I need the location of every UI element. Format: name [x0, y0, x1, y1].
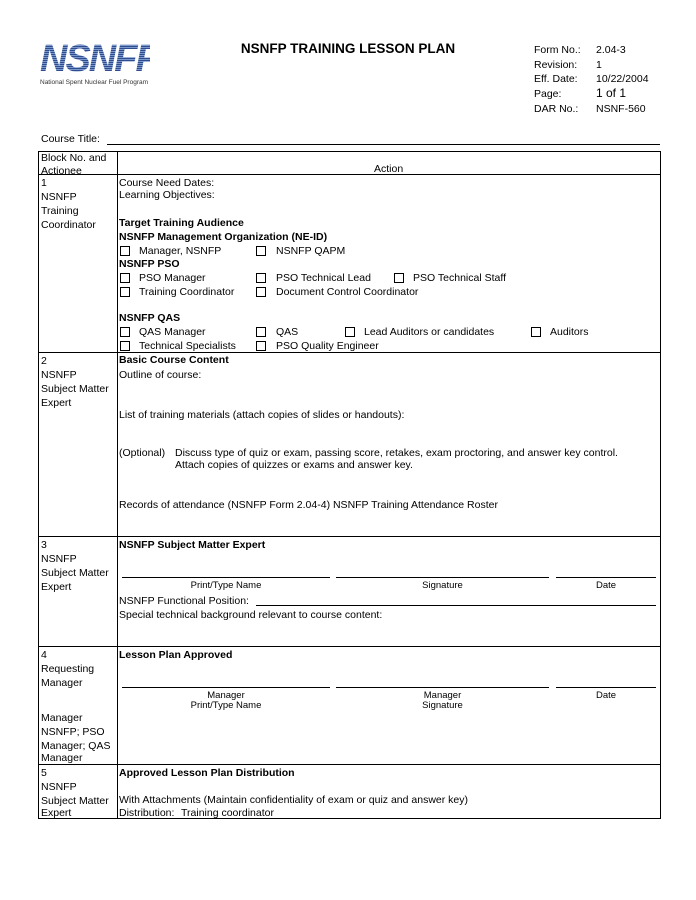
sme-name-line[interactable] — [122, 577, 330, 578]
records-of-attendance: Records of attendance (NSNFP Form 2.04-4) NSNFP Training Attendance Roster — [119, 499, 498, 511]
checkbox-lead-auditors[interactable] — [345, 327, 355, 337]
technical-background: Special technical background relevant to course content: — [119, 609, 383, 621]
optional-line-1: Discuss type of quiz or exam, passing score, retakes, exam proctoring, and answer key control. — [175, 447, 618, 459]
label-doc-control: Document Control Coordinator — [276, 286, 419, 298]
eff-date-value: 10/22/2004 — [596, 73, 649, 85]
block3-number: 3 — [41, 539, 47, 551]
optional-line-2: Attach copies of quizzes or exams and answer key. — [175, 459, 413, 471]
block2-actionee-3: Expert — [41, 397, 72, 409]
logo-subtitle: National Spent Nuclear Fuel Program — [40, 79, 149, 86]
block1-number: 1 — [41, 177, 47, 189]
manager-date-caption: Date — [595, 690, 617, 701]
target-audience-heading: Target Training Audience — [119, 217, 244, 229]
sme-signature-caption: Signature — [422, 580, 463, 591]
label-qapm: NSNFP QAPM — [276, 245, 346, 257]
checkbox-pso-qe[interactable] — [256, 341, 266, 351]
dar-no-label: DAR No.: — [534, 103, 579, 115]
form-no-label: Form No.: — [534, 44, 581, 56]
label-pso-tech-staff: PSO Technical Staff — [413, 272, 506, 284]
block3-actionee-2: Subject Matter — [41, 567, 109, 579]
manager-signature-caption-1: Manager — [423, 690, 462, 701]
revision-value: 1 — [596, 59, 602, 71]
label-manager-nsnfp: Manager, NSNFP — [139, 245, 222, 257]
pso-heading: NSNFP PSO — [119, 258, 180, 270]
logo-word: NSNFP — [40, 38, 159, 80]
block4-number: 4 — [41, 649, 47, 661]
distribution-value: Training coordinator — [181, 807, 274, 819]
manager-name-caption-2: Print/Type Name — [190, 700, 262, 711]
training-materials: List of training materials (attach copies of slides or handouts): — [119, 409, 405, 421]
row-divider-4 — [38, 764, 661, 765]
with-attachments: With Attachments (Maintain confidentiality of exam or quiz and answer key) — [119, 794, 468, 806]
block1-actionee-1: NSNFP — [41, 191, 77, 203]
block5-actionee-2: Subject Matter — [41, 795, 109, 807]
qas-heading: NSNFP QAS — [119, 312, 181, 324]
label-pso-tech-lead: PSO Technical Lead — [276, 272, 371, 284]
distribution-label: Distribution: — [119, 807, 175, 819]
block5-number: 5 — [41, 767, 47, 779]
lesson-plan-approved-heading: Lesson Plan Approved — [119, 649, 233, 661]
checkbox-pso-tech-lead[interactable] — [256, 273, 266, 283]
block4-actionee-1: Requesting — [41, 663, 95, 675]
checkbox-manager-nsnfp[interactable] — [120, 246, 130, 256]
label-pso-manager: PSO Manager — [139, 272, 206, 284]
label-qas-manager: QAS Manager — [139, 326, 206, 338]
label-tech-specialists: Technical Specialists — [139, 340, 236, 352]
label-qas: QAS — [276, 326, 299, 338]
manager-name-caption-1: Manager — [207, 690, 245, 701]
manager-signature-line[interactable] — [336, 687, 549, 688]
page-value: 1 of 1 — [596, 86, 627, 100]
outline-of-course: Outline of course: — [119, 369, 202, 381]
checkbox-pso-tech-staff[interactable] — [394, 273, 404, 283]
manager-signature-caption-2: Signature — [422, 700, 463, 711]
block3-actionee-1: NSNFP — [41, 553, 77, 565]
block1-actionee-3: Coordinator — [41, 219, 96, 231]
row-divider-header — [38, 174, 661, 175]
block2-actionee-2: Subject Matter — [41, 383, 109, 395]
form-no-value: 2.04-3 — [596, 44, 626, 56]
label-pso-qe: PSO Quality Engineer — [276, 340, 379, 352]
col2-header: Action — [374, 163, 404, 175]
functional-position-label: NSNFP Functional Position: — [119, 595, 249, 607]
learning-objectives: Learning Objectives: — [119, 189, 215, 201]
row-divider-2 — [38, 536, 661, 537]
block4-actionee-2: Manager — [41, 677, 83, 689]
course-need-dates: Course Need Dates: — [119, 177, 215, 189]
sme-name-caption: Print/Type Name — [190, 580, 262, 591]
block2-actionee-1: NSNFP — [41, 369, 77, 381]
checkbox-auditors[interactable] — [531, 327, 541, 337]
basic-course-content-heading: Basic Course Content — [119, 354, 229, 366]
mgmt-org-heading: NSNFP Management Organization (NE-ID) — [119, 231, 328, 243]
block1-actionee-2: Training — [41, 205, 79, 217]
sme-date-line[interactable] — [556, 577, 656, 578]
block4-actionee2-2: NSNFP; PSO — [41, 726, 105, 738]
revision-label: Revision: — [534, 59, 578, 71]
form-title: NSNFP TRAINING LESSON PLAN — [240, 41, 456, 56]
checkbox-doc-control[interactable] — [256, 287, 266, 297]
block3-actionee-3: Expert — [41, 581, 72, 593]
col1-header: Block No. and Actionee — [41, 152, 107, 177]
checkbox-qapm[interactable] — [256, 246, 266, 256]
lesson-plan-table — [38, 151, 661, 819]
page-label: Page: — [534, 88, 562, 100]
checkbox-qas-manager[interactable] — [120, 327, 130, 337]
course-title-label: Course Title: — [41, 133, 100, 145]
functional-position-line[interactable] — [256, 605, 656, 606]
checkbox-pso-manager[interactable] — [120, 273, 130, 283]
distribution-heading: Approved Lesson Plan Distribution — [119, 767, 295, 779]
sme-heading: NSNFP Subject Matter Expert — [119, 539, 266, 551]
block5-actionee-3: Expert — [41, 807, 72, 819]
optional-label: (Optional) — [119, 447, 166, 459]
eff-date-label: Eff. Date: — [534, 73, 578, 85]
manager-date-line[interactable] — [556, 687, 656, 688]
dar-no-value: NSNF-560 — [596, 103, 646, 115]
manager-name-line[interactable] — [122, 687, 330, 688]
block4-actionee2-3: Manager; QAS — [41, 740, 111, 752]
block5-actionee-1: NSNFP — [41, 781, 77, 793]
label-lead-auditors: Lead Auditors or candidates — [364, 326, 495, 338]
checkbox-qas[interactable] — [256, 327, 266, 337]
course-title-field[interactable] — [107, 144, 660, 145]
checkbox-training-coordinator[interactable] — [120, 287, 130, 297]
label-auditors: Auditors — [550, 326, 589, 338]
block2-number: 2 — [41, 355, 47, 367]
block4-actionee2-1: Manager — [41, 712, 83, 724]
block4-actionee2-4: Manager — [41, 752, 83, 764]
label-training-coordinator: Training Coordinator — [139, 286, 235, 298]
row-divider-3 — [38, 646, 661, 647]
sme-signature-line[interactable] — [336, 577, 549, 578]
column-divider — [117, 151, 118, 819]
sme-date-caption: Date — [595, 580, 617, 591]
checkbox-tech-specialists[interactable] — [120, 341, 130, 351]
